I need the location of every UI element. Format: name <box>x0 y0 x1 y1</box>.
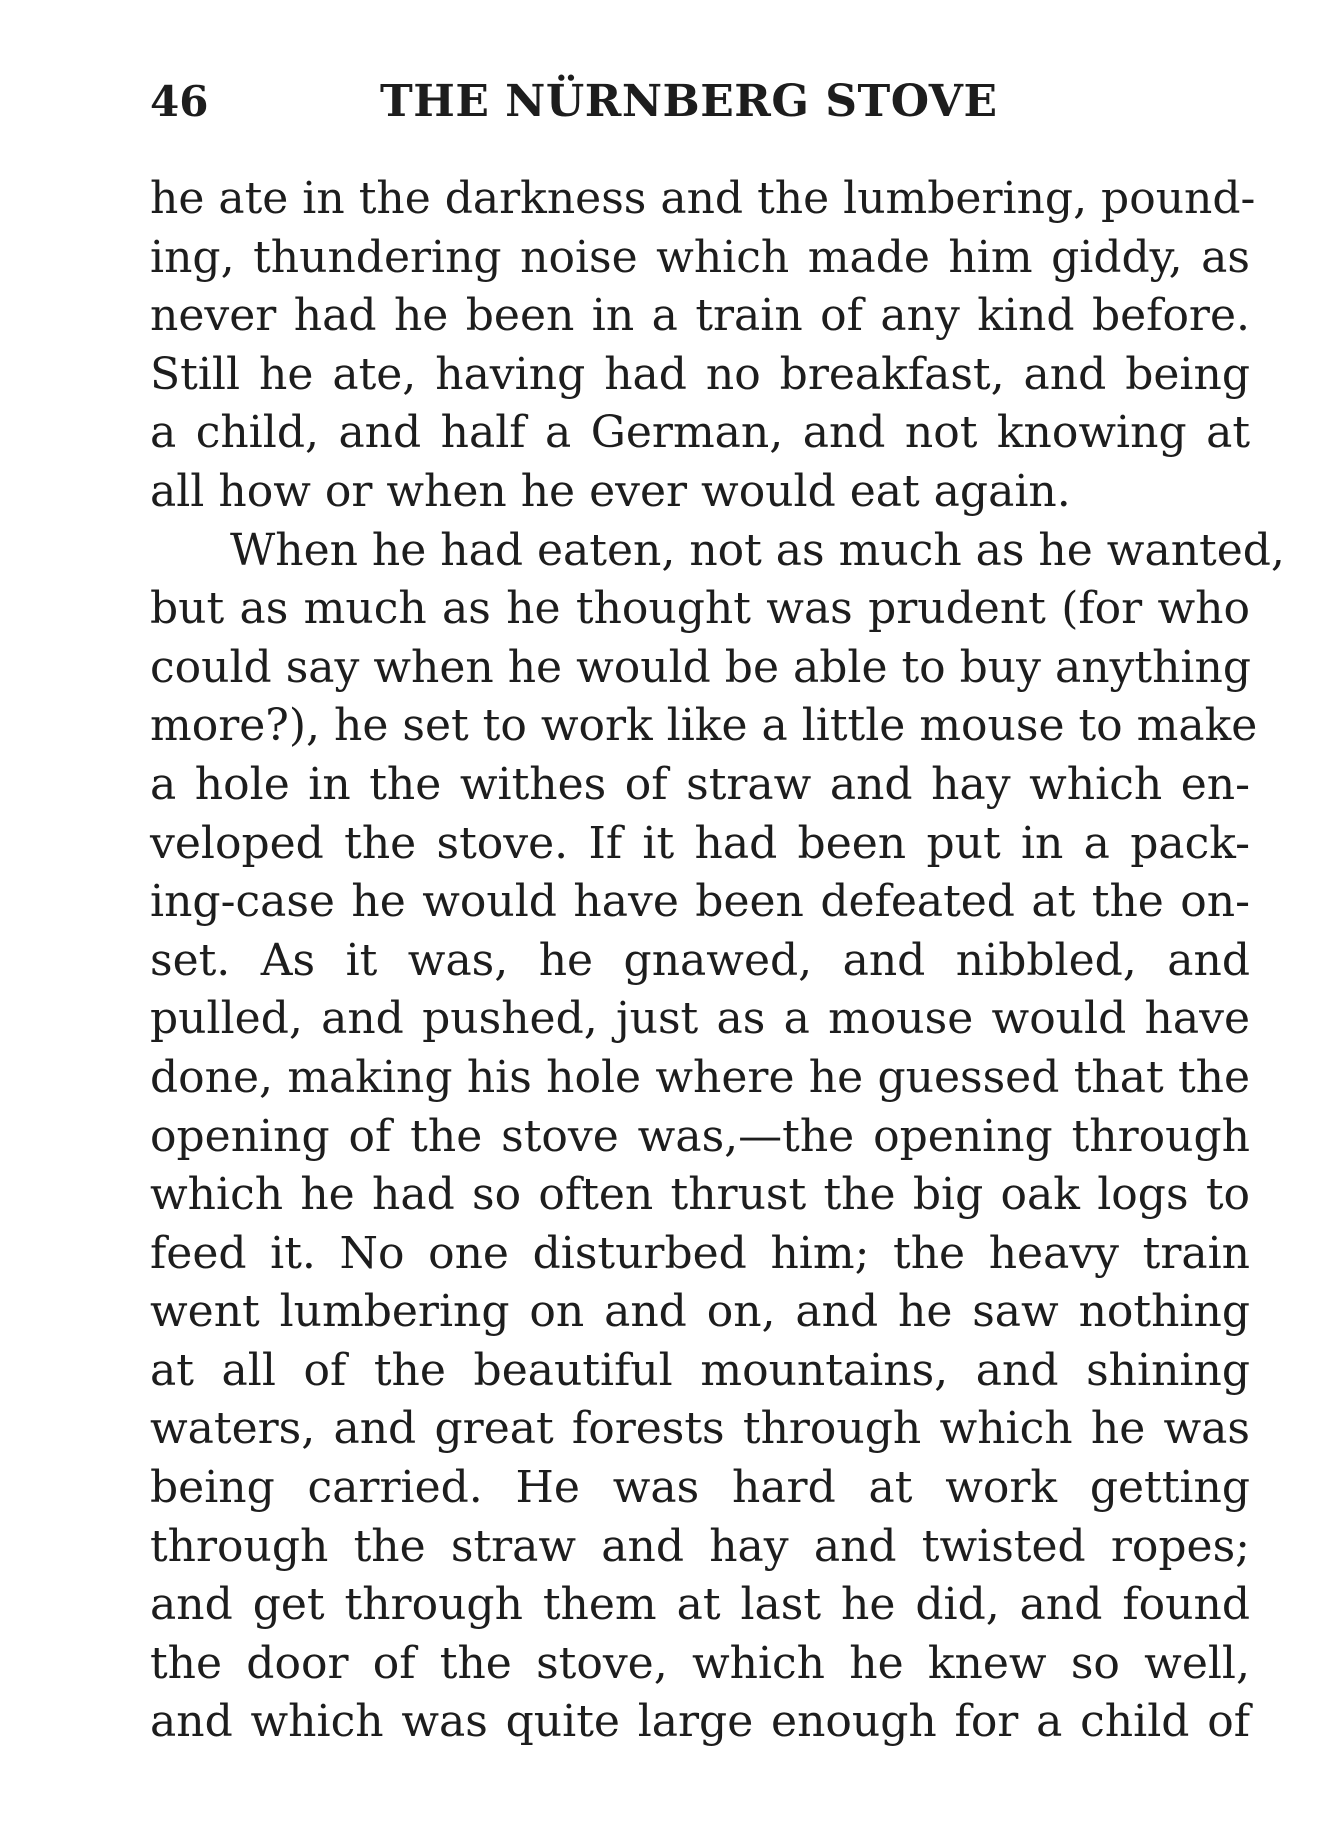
text-line: at all of the beautiful mountains, and shining <box>150 1344 1250 1396</box>
text-line: ing, thundering noise which made him giddy, as <box>150 231 1250 283</box>
text-line: never had he been in a train of any kind before. <box>150 290 1250 342</box>
text-line: veloped the stove. If it had been put in a pack- <box>150 817 1250 869</box>
body-text <box>150 170 1285 1752</box>
text-line: and which was quite large enough for a child of <box>150 1696 1250 1748</box>
text-line: all how or when he ever would eat again. <box>150 465 1071 517</box>
paragraph <box>150 522 1285 1752</box>
text-line: and get through them at last he did, and found <box>150 1579 1250 1631</box>
text-line: but as much as he thought was prudent (for who <box>150 583 1250 635</box>
text-line: waters, and great forests through which he was <box>150 1403 1250 1455</box>
text-line: opening of the stove was,—the opening through <box>150 1110 1250 1162</box>
running-head <box>150 72 1260 132</box>
text-line: went lumbering on and on, and he saw nothing <box>150 1286 1250 1338</box>
text-line: Still he ate, having had no breakfast, and being <box>150 348 1250 400</box>
text-line: When he had eaten, not as much as he wanted, <box>230 524 1285 576</box>
text-line: a hole in the withes of straw and hay which en- <box>150 758 1250 810</box>
text-line: the door of the stove, which he knew so well, <box>150 1637 1250 1689</box>
text-line: which he had so often thrust the big oak logs to <box>150 1169 1250 1221</box>
text-line: feed it. No one disturbed him; the heavy train <box>150 1227 1250 1279</box>
text-line: could say when he would be able to buy anything <box>150 641 1252 693</box>
text-line: more?), he set to work like a little mouse to make <box>150 700 1258 752</box>
text-line: being carried. He was hard at work getting <box>150 1462 1250 1514</box>
text-line: done, making his hole where he guessed that the <box>150 1051 1250 1103</box>
text-line: a child, and half a German, and not knowing at <box>150 407 1250 459</box>
text-line: set. As it was, he gnawed, and nibbled, and <box>150 934 1250 986</box>
text-line: ing-case he would have been defeated at the on- <box>150 876 1250 928</box>
paragraph <box>150 170 1256 522</box>
page-number: 46 <box>150 77 209 126</box>
text-line: he ate in the darkness and the lumbering, pound- <box>150 173 1256 224</box>
running-title: THE NÜRNBERG STOVE <box>380 76 998 127</box>
text-line: pulled, and pushed, just as a mouse would have <box>150 993 1250 1045</box>
text-line: through the straw and hay and twisted ropes; <box>150 1520 1250 1572</box>
